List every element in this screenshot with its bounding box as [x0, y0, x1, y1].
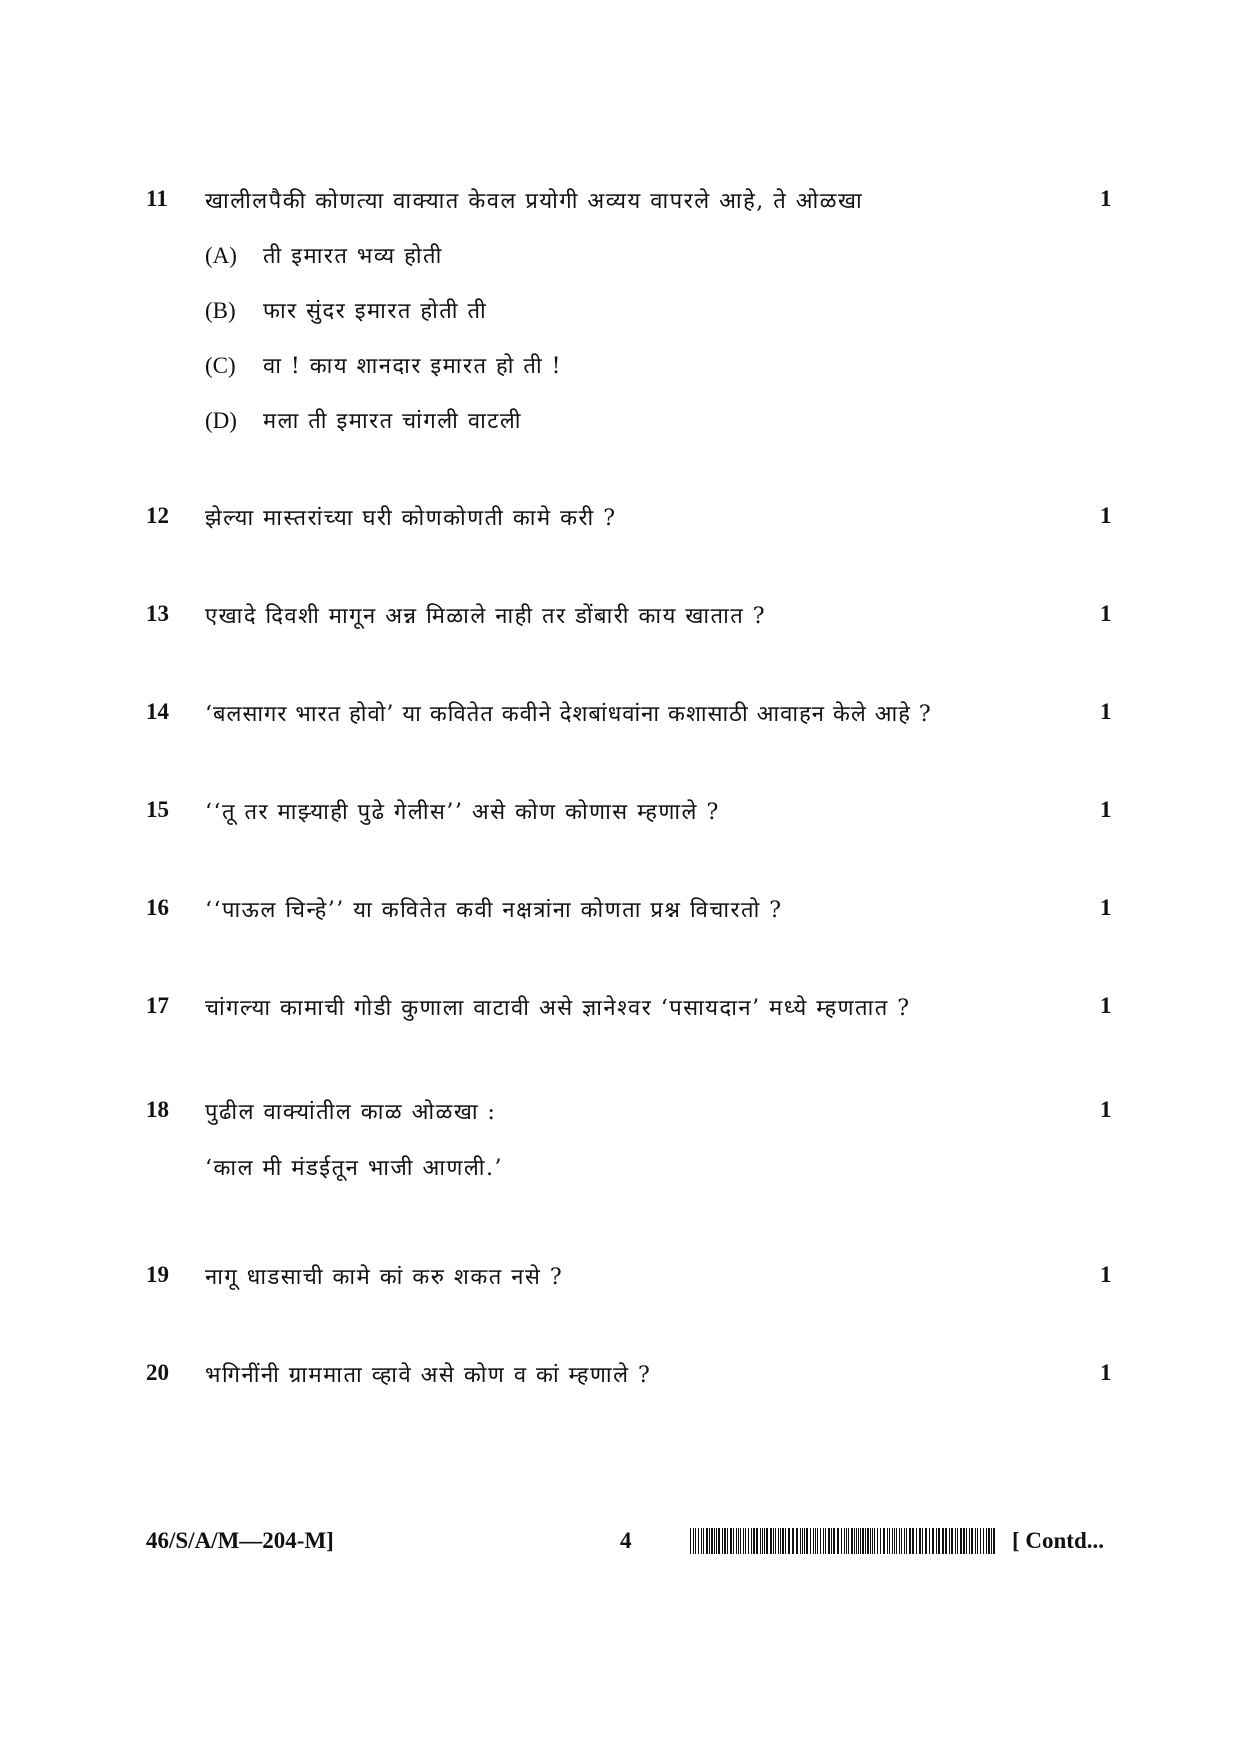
question-marks: 1: [1100, 797, 1112, 822]
question-text: ‘बलसागर भारत होवो’ या कवितेत कवीने देशबांधवांना कशासाठी आवाहन केले आहे ?: [205, 702, 932, 727]
question-number: 14: [146, 699, 169, 724]
option-label: (B): [205, 298, 236, 323]
question-marks: 1: [1100, 1262, 1112, 1287]
question-number: 20: [146, 1360, 169, 1385]
barcode-image: [690, 1528, 996, 1554]
option-c: [205, 350, 562, 380]
page-footer: [0, 1528, 1241, 1564]
question-number: 19: [146, 1262, 169, 1287]
option-b: [205, 295, 487, 325]
paper-code: 46/S/A/M—204-M]: [146, 1528, 334, 1553]
page-number: 4: [620, 1528, 632, 1553]
question-text: झेल्या मास्तरांच्या घरी कोणकोणती कामे करी ?: [205, 506, 617, 531]
question-number: 18: [146, 1097, 169, 1122]
question-text: एखादे दिवशी मागून अन्न मिळाले नाही तर डोंबारी काय खातात ?: [205, 604, 767, 629]
question-marks: 1: [1100, 601, 1112, 626]
question-number: 11: [146, 186, 168, 211]
option-text: फार सुंदर इमारत होती ती: [263, 299, 488, 324]
question-marks: 1: [1100, 186, 1112, 211]
question-text: ‘‘पाऊल चिन्हे’’ या कवितेत कवी नक्षत्रांना कोणता प्रश्न विचारतो ?: [205, 898, 783, 923]
question-18-sentence: ‘काल मी मंडईतून भाजी आणली.’: [205, 1156, 503, 1181]
question-text: भगिनींनी ग्राममाता व्हावे असे कोण व कां म्हणाले ?: [205, 1363, 652, 1388]
question-marks: 1: [1100, 1360, 1112, 1385]
question-number: 15: [146, 797, 169, 822]
option-d: [205, 405, 522, 435]
continued-label: [ Contd...: [1012, 1528, 1105, 1553]
question-marks: 1: [1100, 1097, 1112, 1122]
question-number: 17: [146, 993, 169, 1018]
option-label: (D): [205, 408, 237, 433]
question-text: चांगल्या कामाची गोडी कुणाला वाटावी असे ज्ञानेश्वर ‘पसायदान’ मध्ये म्हणतात ?: [205, 996, 911, 1021]
question-marks: 1: [1100, 993, 1112, 1018]
option-text: मला ती इमारत चांगली वाटली: [263, 409, 522, 434]
question-number: 16: [146, 895, 169, 920]
question-text: पुढील वाक्यांतील काळ ओळखा :: [205, 1100, 497, 1125]
option-text: वा ! काय शानदार इमारत हो ती !: [263, 354, 562, 379]
question-marks: 1: [1100, 503, 1112, 528]
option-label: (A): [205, 243, 237, 268]
question-number: 12: [146, 503, 169, 528]
option-label: (C): [205, 353, 236, 378]
option-a: [205, 240, 443, 270]
question-marks: 1: [1100, 895, 1112, 920]
option-text: ती इमारत भव्य होती: [263, 244, 443, 269]
question-marks: 1: [1100, 699, 1112, 724]
question-text: नागू धाडसाची कामे कां करु शकत नसे ?: [205, 1265, 564, 1290]
question-text: ‘‘तू तर माझ्याही पुढे गेलीस’’ असे कोण कोणास म्हणाले ?: [205, 800, 720, 825]
question-text: खालीलपैकी कोणत्या वाक्यात केवल प्रयोगी अव्यय वापरले आहे, ते ओळखा: [205, 189, 864, 214]
question-number: 13: [146, 601, 169, 626]
